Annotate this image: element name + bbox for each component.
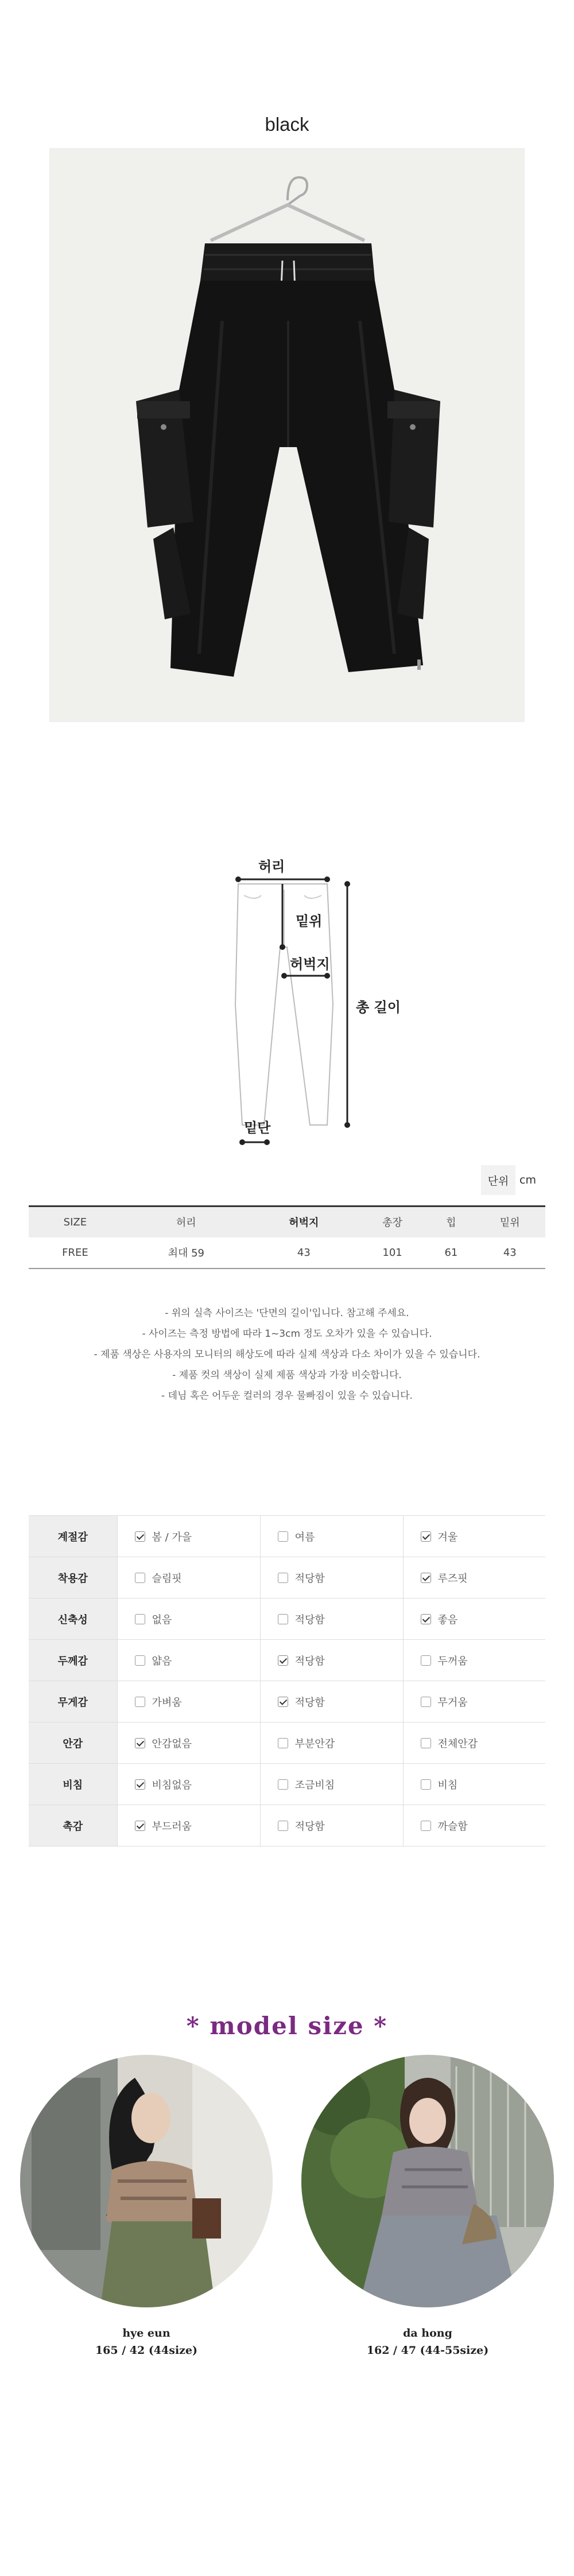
cell-thigh: 43 — [251, 1237, 357, 1268]
attribute-option — [260, 1557, 403, 1599]
unchecked-checkbox-icon — [135, 1697, 145, 1707]
unchecked-checkbox-icon — [421, 1821, 431, 1831]
size-table — [29, 1205, 545, 1269]
unit-label: 단위 — [481, 1165, 515, 1195]
checked-checkbox-icon — [135, 1738, 145, 1748]
model-card-hye-eun — [20, 2055, 273, 2357]
option-label: 루즈핏 — [437, 1572, 468, 1585]
unchecked-checkbox-icon — [135, 1655, 145, 1666]
model-photo-image — [20, 2055, 273, 2307]
cargo-pants-image — [50, 149, 525, 722]
model-card-da-hong — [301, 2055, 554, 2357]
attribute-option — [403, 1599, 545, 1640]
attribute-option — [260, 1681, 403, 1722]
label-thigh: 허벅지 — [290, 956, 330, 972]
option-label: 부분안감 — [294, 1737, 335, 1750]
table-row — [29, 1237, 545, 1268]
attribute-option — [117, 1640, 260, 1681]
option-label: 부드러움 — [152, 1820, 192, 1833]
model-photo — [301, 2055, 554, 2307]
cell-length: 101 — [357, 1237, 428, 1268]
note-line: - 제품 색상은 사용자의 모니터의 해상도에 따라 실제 색상과 다소 차이가 있을 수 있습니다. — [94, 1349, 480, 1360]
option-label: 무거움 — [437, 1696, 468, 1709]
option-label: 전체안감 — [437, 1737, 478, 1750]
option-label: 적당함 — [294, 1820, 325, 1833]
attribute-option — [117, 1722, 260, 1764]
attribute-label: 비침 — [29, 1764, 117, 1805]
header-thigh: 허벅지 — [251, 1206, 357, 1237]
label-total-length: 총 길이 — [356, 999, 401, 1015]
checked-checkbox-icon — [278, 1655, 288, 1666]
header-rise: 밑위 — [475, 1206, 545, 1237]
label-rise: 밑위 — [296, 913, 323, 929]
option-label: 여름 — [294, 1531, 315, 1543]
option-label: 얇음 — [152, 1655, 172, 1667]
attribute-option — [403, 1764, 545, 1805]
header-waist: 허리 — [122, 1206, 251, 1237]
fabric-info-table — [29, 1515, 545, 1846]
attribute-label: 안감 — [29, 1722, 117, 1764]
option-label: 슬림핏 — [152, 1572, 182, 1585]
model-name: hye eun — [122, 2327, 170, 2340]
option-label: 가벼움 — [152, 1696, 182, 1709]
attribute-option — [403, 1805, 545, 1846]
checked-checkbox-icon — [421, 1614, 431, 1624]
table-row — [29, 1681, 545, 1722]
model-size-title: * model size * — [186, 2012, 388, 2040]
model-size: 162 / 47 (44-55size) — [366, 2344, 489, 2357]
model-photo — [20, 2055, 273, 2307]
option-label: 비침없음 — [152, 1779, 192, 1791]
note-line: - 제품 컷의 색상이 실제 제품 색상과 가장 비슷합니다. — [172, 1370, 402, 1381]
table-row — [29, 1805, 545, 1846]
option-label: 적당함 — [294, 1572, 325, 1585]
color-title: black — [265, 114, 309, 135]
table-row — [29, 1722, 545, 1764]
attribute-label: 신축성 — [29, 1599, 117, 1640]
attribute-option — [117, 1599, 260, 1640]
option-label: 없음 — [152, 1613, 172, 1626]
unchecked-checkbox-icon — [278, 1531, 288, 1542]
model-size: 165 / 42 (44size) — [95, 2344, 198, 2357]
attribute-label: 두께감 — [29, 1640, 117, 1681]
attribute-label: 계절감 — [29, 1516, 117, 1557]
attribute-option — [260, 1599, 403, 1640]
unchecked-checkbox-icon — [421, 1697, 431, 1707]
unchecked-checkbox-icon — [421, 1779, 431, 1790]
checked-checkbox-icon — [278, 1697, 288, 1707]
cell-waist: 최대 59 — [122, 1237, 251, 1268]
option-label: 겨울 — [437, 1531, 458, 1543]
checked-checkbox-icon — [135, 1821, 145, 1831]
table-row — [29, 1640, 545, 1681]
size-diagram — [212, 855, 401, 1154]
option-label: 적당함 — [294, 1696, 325, 1709]
table-row — [29, 1557, 545, 1599]
header-size: SIZE — [29, 1206, 122, 1237]
cell-hip: 61 — [428, 1237, 474, 1268]
unchecked-checkbox-icon — [278, 1614, 288, 1624]
unit-value: cm — [519, 1174, 536, 1186]
attribute-option — [403, 1722, 545, 1764]
checked-checkbox-icon — [135, 1531, 145, 1542]
label-hem: 밑단 — [244, 1120, 271, 1136]
table-row — [29, 1599, 545, 1640]
attribute-option — [117, 1681, 260, 1722]
cell-rise: 43 — [475, 1237, 545, 1268]
attribute-option — [403, 1516, 545, 1557]
unchecked-checkbox-icon — [135, 1614, 145, 1624]
unchecked-checkbox-icon — [278, 1573, 288, 1583]
size-table-header — [29, 1206, 545, 1237]
note-line: - 사이즈는 측정 방법에 따라 1~3cm 정도 오차가 있을 수 있습니다. — [142, 1328, 432, 1340]
unchecked-checkbox-icon — [278, 1738, 288, 1748]
attribute-option — [260, 1516, 403, 1557]
header-length: 총장 — [357, 1206, 428, 1237]
note-line: - 데님 혹은 어두운 컬러의 경우 물빠짐이 있을 수 있습니다. — [161, 1390, 413, 1402]
attribute-option — [260, 1722, 403, 1764]
unchecked-checkbox-icon — [421, 1655, 431, 1666]
unchecked-checkbox-icon — [278, 1779, 288, 1790]
attribute-label: 무게감 — [29, 1681, 117, 1722]
option-label: 조금비침 — [294, 1779, 335, 1791]
label-waist: 허리 — [258, 859, 285, 875]
option-label: 안감없음 — [152, 1737, 192, 1750]
checked-checkbox-icon — [135, 1779, 145, 1790]
option-label: 좋음 — [437, 1613, 458, 1626]
option-label: 두꺼움 — [437, 1655, 468, 1667]
unchecked-checkbox-icon — [135, 1573, 145, 1583]
attribute-option — [403, 1681, 545, 1722]
unchecked-checkbox-icon — [421, 1738, 431, 1748]
option-label: 적당함 — [294, 1655, 325, 1667]
option-label: 비침 — [437, 1779, 458, 1791]
option-label: 봄 / 가을 — [152, 1531, 192, 1543]
attribute-option — [117, 1805, 260, 1846]
table-row — [29, 1516, 545, 1557]
table-row — [29, 1764, 545, 1805]
model-name: da hong — [403, 2327, 452, 2340]
size-notes — [0, 1303, 574, 1406]
option-label: 까슬함 — [437, 1820, 468, 1833]
attribute-option — [260, 1805, 403, 1846]
attribute-option — [260, 1764, 403, 1805]
checked-checkbox-icon — [421, 1573, 431, 1583]
unchecked-checkbox-icon — [278, 1821, 288, 1831]
product-photo — [49, 148, 525, 722]
option-label: 적당함 — [294, 1613, 325, 1626]
attribute-option — [117, 1764, 260, 1805]
checked-checkbox-icon — [421, 1531, 431, 1542]
attribute-option — [403, 1640, 545, 1681]
attribute-option — [117, 1516, 260, 1557]
note-line: - 위의 실측 사이즈는 '단면의 길이'입니다. 참고해 주세요. — [165, 1308, 409, 1319]
attribute-option — [403, 1557, 545, 1599]
attribute-label: 촉감 — [29, 1805, 117, 1846]
cell-size: FREE — [29, 1237, 122, 1268]
attribute-option — [260, 1640, 403, 1681]
attribute-label: 착용감 — [29, 1557, 117, 1599]
header-hip: 힙 — [428, 1206, 474, 1237]
model-photo-image — [301, 2055, 554, 2307]
attribute-option — [117, 1557, 260, 1599]
